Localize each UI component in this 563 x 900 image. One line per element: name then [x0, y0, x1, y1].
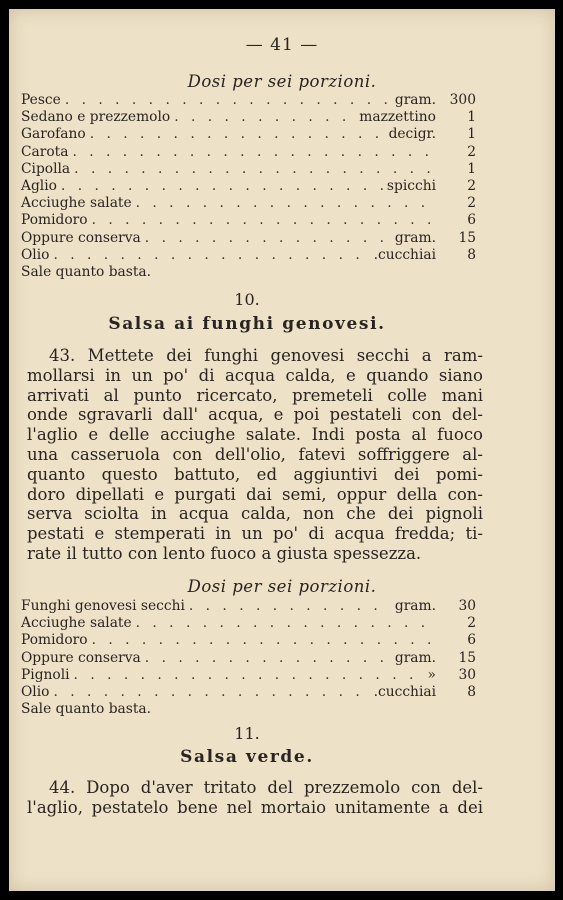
dot-leader	[145, 230, 391, 247]
ingredient-row	[21, 247, 476, 264]
ingredient-name: Oppure conserva	[21, 649, 141, 666]
paragraph-line: serva sciolta in acqua calda, non che dei pignoli	[27, 504, 483, 524]
paragraph-line: 43. Mettete dei funghi genovesi secchi a ram-	[49, 346, 483, 365]
paragraph-line: 44. Dopo d'aver tritato del prezzemolo con del-	[49, 778, 483, 797]
ingredient-row	[21, 615, 476, 632]
ingredient-quantity: 6	[467, 212, 476, 229]
ingredient-row	[21, 92, 476, 109]
ingredient-quantity: 2	[467, 143, 476, 160]
ingredient-name: Sedano e prezzemolo	[21, 109, 171, 126]
dot-leader	[74, 667, 424, 684]
paragraph-line: quanto questo battuto, ed aggiuntivi dei pomi-	[27, 464, 483, 484]
paragraph-line: mollarsi in un po' di acqua calda, e quando siano	[27, 365, 483, 385]
ingredient-row	[21, 195, 476, 212]
ingredient-unit: mazzettino	[359, 109, 436, 126]
ingredient-quantity: 2	[467, 177, 476, 194]
ingredient-name: Funghi genovesi secchi	[21, 598, 185, 614]
ingredient-name: Garofano	[21, 126, 86, 143]
ingredient-unit: gram.	[394, 649, 436, 666]
ingredient-unit: gram.	[394, 598, 436, 614]
ingredient-quantity: 15	[458, 229, 476, 246]
ingredient-quantity: 15	[458, 649, 476, 666]
paragraph-line: pestati e stemperati in un po' di acqua fredda; ti-	[27, 524, 483, 544]
ingredient-quantity: 30	[458, 598, 476, 614]
ingredient-quantity: 1	[467, 109, 476, 126]
ingredient-list	[21, 598, 476, 718]
ingredient-row	[21, 126, 476, 143]
ingredient-name: Acciughe salate	[21, 615, 132, 632]
ingredient-unit: .cucchiai	[373, 683, 436, 700]
section-number: 11.	[234, 724, 260, 743]
ingredient-name: Pesce	[21, 92, 61, 108]
ingredient-name: Pomidoro	[21, 212, 88, 229]
page-number: — 41 —	[245, 35, 319, 55]
ingredient-unit: .cucchiai	[373, 246, 436, 263]
dot-leader	[92, 212, 432, 229]
dot-leader	[90, 126, 385, 143]
dot-leader	[136, 195, 432, 212]
dot-leader	[174, 109, 355, 126]
ingredient-name: Olio	[21, 683, 50, 700]
section-number: 10.	[234, 290, 260, 309]
ingredient-quantity: 8	[467, 683, 476, 700]
ingredient-name: Olio	[21, 246, 50, 263]
ingredient-row	[21, 684, 476, 701]
ingredient-row	[21, 178, 476, 195]
paragraph-line: l'aglio e delle acciughe salate. Indi posta al fuoco	[27, 425, 483, 445]
paragraph-line: l'aglio, pestatelo bene nel mortaio unitamente a dei	[27, 797, 483, 817]
paragraph-line: doro dipellati e purgati dai semi, oppur della con-	[27, 484, 483, 504]
ingredient-quantity: 2	[467, 615, 476, 632]
ingredient-row	[21, 264, 476, 281]
ingredient-list	[21, 92, 476, 281]
ingredient-name: Sale quanto basta.	[21, 263, 151, 280]
ingredient-unit: gram.	[394, 229, 436, 246]
ingredient-unit: »	[427, 666, 436, 683]
ingredient-row	[21, 650, 476, 667]
dot-leader	[72, 144, 432, 161]
ingredient-name: Acciughe salate	[21, 195, 132, 212]
ingredient-unit: spicchi	[386, 177, 436, 194]
ingredient-quantity: 30	[458, 666, 476, 683]
dot-leader	[189, 598, 391, 615]
ingredient-name: Sale quanto basta.	[21, 701, 151, 718]
section-title: Salsa verde.	[180, 747, 314, 767]
ingredient-quantity: 300	[449, 92, 476, 108]
dot-leader	[53, 684, 369, 701]
ingredient-quantity: 1	[467, 126, 476, 143]
dot-leader	[65, 92, 391, 109]
ingredient-quantity: 1	[467, 160, 476, 177]
paragraph-line: onde sgravarli dall' acqua, e poi pestateli con del-	[27, 405, 483, 425]
dosi-heading: Dosi per sei porzioni.	[187, 72, 377, 91]
ingredient-row	[21, 161, 476, 178]
ingredient-quantity: 6	[467, 632, 476, 649]
dot-leader	[53, 247, 369, 264]
dot-leader	[92, 632, 432, 649]
ingredient-row	[21, 144, 476, 161]
dot-leader	[145, 650, 391, 667]
ingredient-name: Aglio	[21, 177, 57, 194]
dosi-heading: Dosi per sei porzioni.	[187, 577, 377, 596]
ingredient-row	[21, 230, 476, 247]
ingredient-unit: gram.	[394, 92, 436, 108]
recipe-paragraph	[27, 778, 483, 818]
dot-leader	[74, 161, 432, 178]
ingredient-quantity: 2	[467, 195, 476, 212]
paragraph-line: arrivati al punto ricercato, premeteli colle mani	[27, 385, 483, 405]
ingredient-row	[21, 212, 476, 229]
ingredient-row	[21, 632, 476, 649]
ingredient-unit: decigr.	[388, 126, 436, 143]
book-page	[9, 9, 555, 891]
dot-leader	[136, 615, 432, 632]
recipe-paragraph	[27, 346, 483, 564]
dot-leader	[61, 178, 383, 195]
ingredient-name: Carota	[21, 143, 69, 160]
ingredient-row	[21, 109, 476, 126]
paragraph-line: rate il tutto con lento fuoco a giusta spessezza.	[27, 543, 422, 563]
ingredient-name: Oppure conserva	[21, 229, 141, 246]
ingredient-row	[21, 701, 476, 718]
ingredient-name: Cipolla	[21, 160, 71, 177]
ingredient-row	[21, 598, 476, 615]
ingredient-name: Pomidoro	[21, 632, 88, 649]
ingredient-name: Pignoli	[21, 666, 70, 683]
ingredient-quantity: 8	[467, 246, 476, 263]
section-title: Salsa ai funghi genovesi.	[108, 314, 386, 334]
ingredient-row	[21, 667, 476, 684]
paragraph-line: una casseruola con dell'olio, fatevi soffriggere al-	[27, 444, 483, 464]
